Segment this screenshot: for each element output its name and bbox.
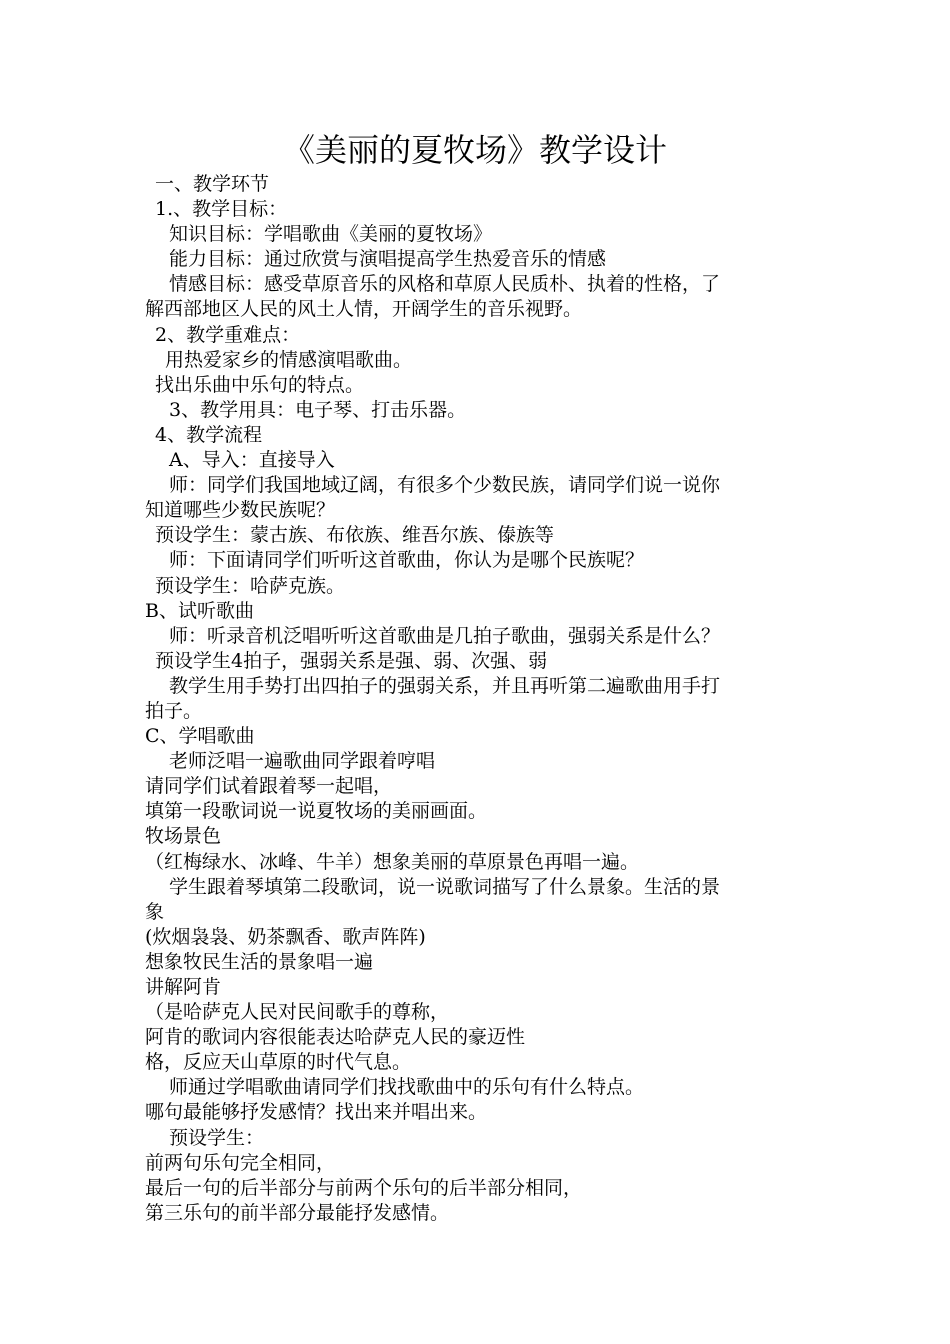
body-line: 预设学生：蒙古族、布依族、维吾尔族、傣族等 (155, 524, 555, 547)
body-line: 讲解阿肯 (145, 976, 222, 998)
body-line: 师：听录音机泛唱听听这首歌曲是几拍子歌曲，强弱关系是什么？ (169, 624, 721, 647)
body-line: 拍子。 (145, 699, 203, 722)
section-heading: 一、教学环节 (155, 173, 270, 195)
body-line: 情感目标：感受草原音乐的风格和草原人民质朴、执着的性格，了 (169, 273, 721, 296)
body-line: 想象牧民生活的景象唱一遍 (145, 950, 374, 973)
body-line: （是哈萨克人民对民间歌手的尊称， (145, 1001, 450, 1024)
body-line: 牧场景色 (145, 825, 222, 848)
body-line: 前两句乐句完全相同， (145, 1151, 336, 1174)
step-heading: B、试听歌曲 (145, 599, 254, 622)
subsection-heading: 4、教学流程 (155, 423, 263, 446)
body-line: 学生跟着琴填第二段歌词，说一说歌词描写了什么景象。生活的景 (169, 875, 721, 898)
body-line: 填第一段歌词说一说夏牧场的美丽画面。 (145, 800, 488, 823)
body-line: 知识目标：学唱歌曲《美丽的夏牧场》 (169, 223, 493, 246)
subsection-heading: 2、教学重难点： (155, 323, 301, 346)
body-line: 最后一句的后半部分与前两个乐句的后半部分相同， (145, 1176, 583, 1199)
body-line: 请同学们试着跟着琴一起唱， (145, 775, 393, 798)
body-line: 师通过学唱歌曲请同学们找找歌曲中的乐句有什么特点。 (169, 1076, 645, 1099)
document-body (145, 172, 810, 1226)
body-line: 找出乐曲中乐句的特点。 (155, 373, 365, 396)
body-line: 老师泛唱一遍歌曲同学跟着哼唱 (169, 750, 436, 773)
body-line: 师：下面请同学们听听这首歌曲，你认为是哪个民族呢？ (169, 549, 645, 572)
body-line: 格，反应天山草原的时代气息。 (145, 1051, 412, 1074)
body-line: 阿肯的歌词内容很能表达哈萨克人民的豪迈性 (145, 1026, 526, 1049)
document-title: 《美丽的夏牧场》教学设计 (282, 131, 667, 169)
subsection-heading: 1.、教学目标： (155, 198, 288, 221)
step-heading: C、学唱歌曲 (145, 725, 255, 748)
body-line: 师：同学们我国地域辽阔，有很多个少数民族，请同学们说一说你 (169, 474, 721, 497)
body-line: 象 (145, 900, 165, 923)
body-line: 预设学生： (169, 1126, 265, 1149)
body-line: 能力目标：通过欣赏与演唱提高学生热爱音乐的情感 (169, 248, 607, 271)
body-line: 知道哪些少数民族呢？ (145, 499, 336, 522)
body-line: 解西部地区人民的风土人情，开阔学生的音乐视野。 (145, 298, 583, 321)
body-line: （红梅绿水、冰峰、牛羊）想象美丽的草原景色再唱一遍。 (145, 850, 640, 873)
body-line: 预设学生4拍子，强弱关系是强、弱、次强、弱 (155, 649, 548, 672)
body-line: (炊烟袅袅、奶茶飘香、歌声阵阵) (145, 925, 426, 948)
body-line: 用热爱家乡的情感演唱歌曲。 (165, 348, 413, 371)
body-line: 第三乐句的前半部分最能抒发感情。 (145, 1201, 450, 1224)
body-line: 教学生用手势打出四拍子的强弱关系，并且再听第二遍歌曲用手打 (169, 674, 721, 697)
body-line: 哪句最能够抒发感情？找出来并唱出来。 (145, 1101, 488, 1124)
subsection-heading: 3、教学用具：电子琴、打击乐器。 (169, 398, 467, 421)
step-heading: A、导入：直接导入 (169, 449, 335, 472)
body-line: 预设学生：哈萨克族。 (155, 574, 346, 597)
